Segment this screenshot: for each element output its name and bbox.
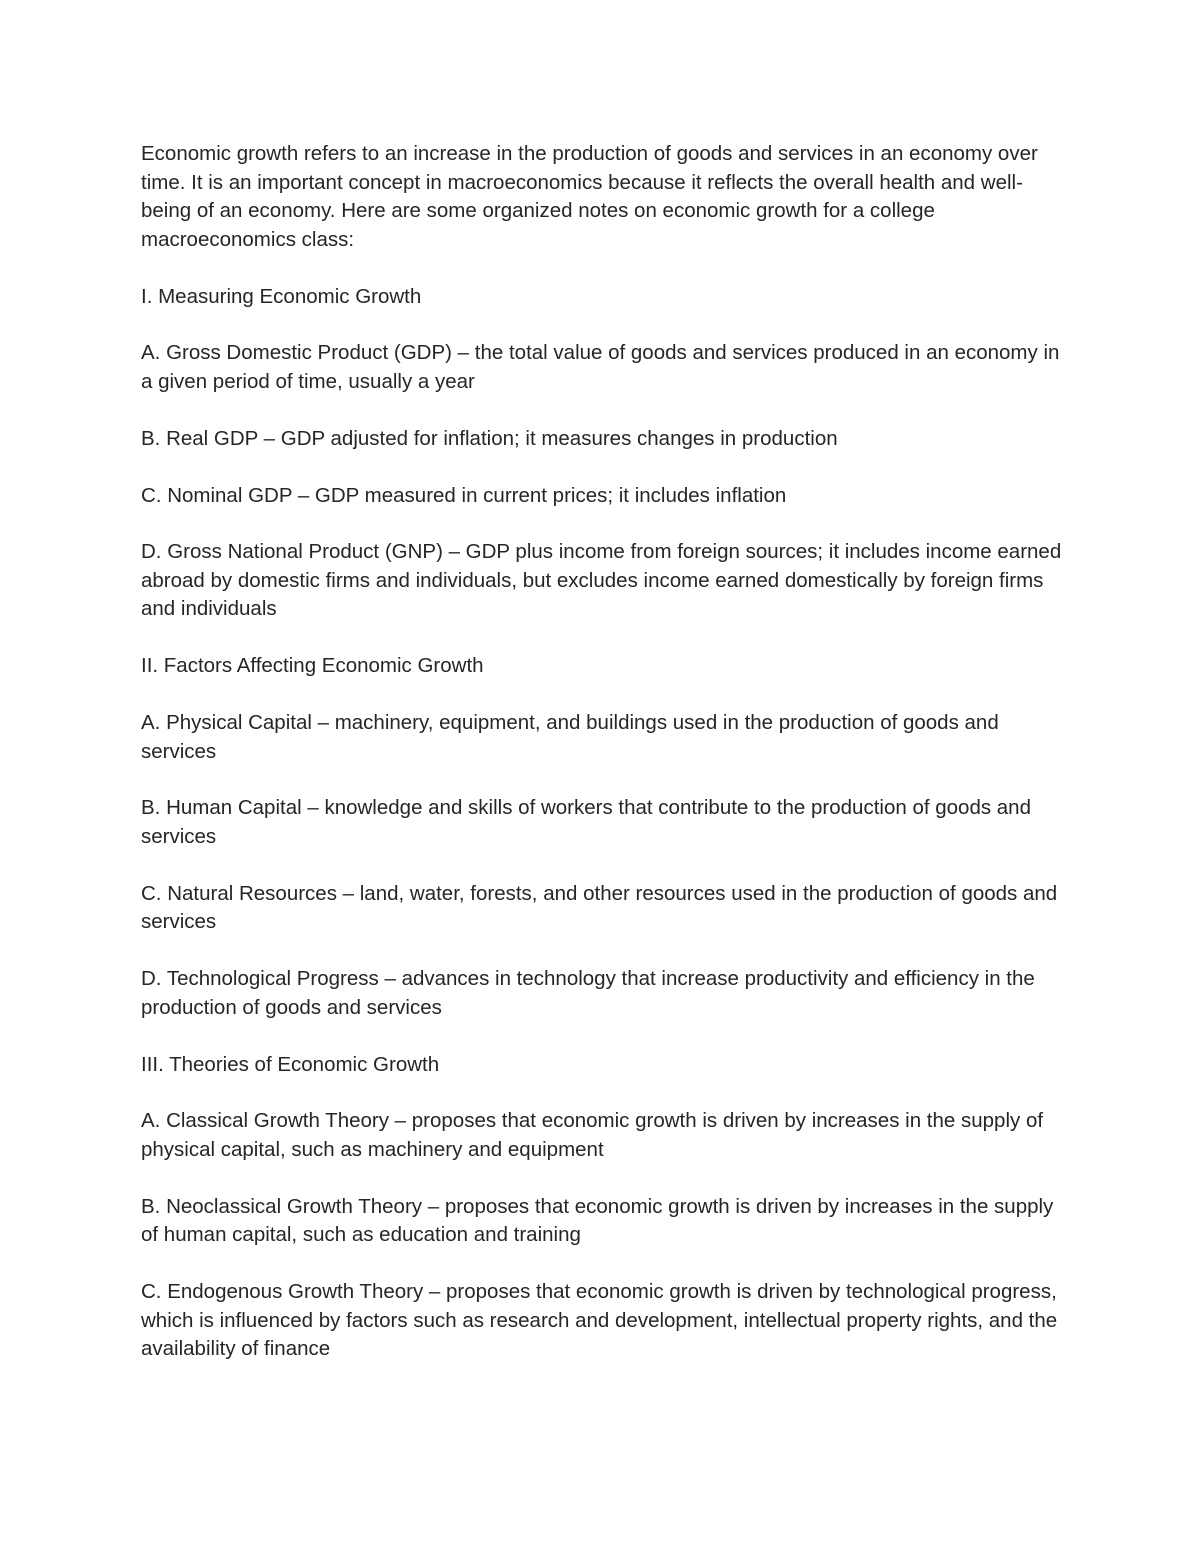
item-physical-capital: A. Physical Capital – machinery, equipment, and buildings used in the production of goods and services: [141, 711, 999, 763]
section-heading-factors: II. Factors Affecting Economic Growth: [141, 654, 484, 678]
item-nominal-gdp: C. Nominal GDP – GDP measured in current prices; it includes inflation: [141, 483, 787, 507]
item-gnp: D. Gross National Product (GNP) – GDP plus income from foreign sources; it includes income earned abroad by domestic firms and individuals, but excludes income earned domestically by foreign firms and individuals: [141, 540, 1062, 621]
intro-paragraph: Economic growth refers to an increase in the production of goods and services in an economy over time. It is an important concept in macroeconomics because it reflects the overall health and well-being of an economy. Here are some organized notes on economic growth for a college macroeconomics class:: [141, 142, 1038, 251]
item-neoclassical-theory: B. Neoclassical Growth Theory – proposes that economic growth is driven by increases in the supply of human capital, such as education and training: [141, 1194, 1054, 1247]
item-technological-progress: D. Technological Progress – advances in technology that increase productivity and efficiency in the production of goods and services: [141, 967, 1035, 1019]
item-human-capital: B. Human Capital – knowledge and skills of workers that contribute to the production of goods and services: [141, 796, 1031, 848]
section-heading-measuring: I. Measuring Economic Growth: [141, 284, 422, 308]
document-body: [141, 140, 1071, 1392]
item-classical-theory: A. Classical Growth Theory – proposes that economic growth is driven by increases in the supply of physical capital, such as machinery and equipment: [141, 1109, 1044, 1161]
item-natural-resources: C. Natural Resources – land, water, forests, and other resources used in the production of goods and services: [141, 881, 1058, 934]
item-gdp: A. Gross Domestic Product (GDP) – the total value of goods and services produced in an economy in a given period of time, usually a year: [141, 341, 1060, 393]
item-endogenous-theory: C. Endogenous Growth Theory – proposes that economic growth is driven by technological progress, which is influenced by factors such as research and development, intellectual property rights, and the availability of finance: [141, 1280, 1058, 1361]
item-real-gdp: B. Real GDP – GDP adjusted for inflation; it measures changes in production: [141, 426, 838, 450]
section-heading-theories: III. Theories of Economic Growth: [141, 1052, 440, 1076]
